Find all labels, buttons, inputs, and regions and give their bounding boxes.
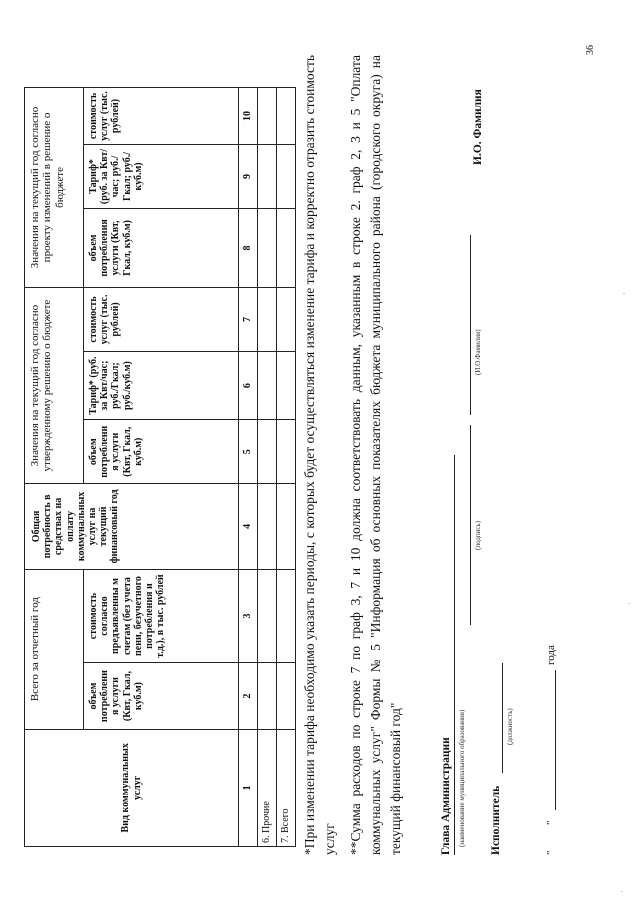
caption-name: (И.О.Фамилия) bbox=[474, 329, 482, 375]
scan-speck: · bbox=[625, 602, 634, 605]
year-word: года bbox=[545, 645, 557, 665]
head-name: И.О. Фамилия bbox=[472, 89, 484, 165]
table-cell bbox=[258, 287, 277, 351]
header-tariff-approved: Тариф* (руб. за Квт/час; руб./Гкал; руб./куб.м) bbox=[84, 351, 239, 419]
executor-label: Исполнитель bbox=[490, 785, 502, 855]
col-number: 3 bbox=[239, 569, 258, 663]
footnotes bbox=[300, 55, 411, 855]
head-signature-row bbox=[440, 35, 484, 855]
row-label-total: 7. Всего bbox=[277, 729, 296, 846]
scan-speck: · bbox=[618, 890, 627, 893]
signature-line bbox=[470, 425, 471, 625]
table-cell bbox=[277, 287, 296, 351]
header-draft: Значения на текущий год согласно проекту изменений в решение о бюджете bbox=[25, 88, 84, 288]
head-label: Глава Администрации bbox=[440, 737, 452, 855]
header-tariff-draft: Тариф* (руб. за Квт/час; руб./Гкал; руб./куб.м) bbox=[84, 144, 239, 208]
col-number: 9 bbox=[239, 144, 258, 208]
header-total-reporting: Всего за отчетный год bbox=[25, 569, 84, 729]
head-underline bbox=[454, 455, 455, 855]
col-number: 1 bbox=[239, 729, 258, 846]
table-cell bbox=[258, 351, 277, 419]
header-approved: Значения на текущий год согласно утвержденному решению о бюджете bbox=[25, 287, 84, 483]
table-cell bbox=[258, 569, 277, 663]
executor-row bbox=[474, 35, 530, 855]
table-cell bbox=[258, 663, 277, 729]
table-cell bbox=[258, 88, 277, 145]
table-cell bbox=[277, 484, 296, 569]
footnote-sum: **Сумма расходов по строке 7 по граф 3, 7 и 10 должна соответствовать данным, указанным в строке 2. граф 2, 3 и 5 "Оплата коммунальных услуг" Формы № 5 "Информация об основных показателях бюджета муниципального района (городского округа) на текущий финансовый год" bbox=[347, 55, 403, 855]
position-line bbox=[502, 663, 503, 773]
table-cell bbox=[258, 144, 277, 208]
table-cell bbox=[258, 208, 277, 287]
caption-position: (должность) bbox=[506, 708, 514, 745]
date-quote-open: " bbox=[545, 850, 557, 855]
data-table bbox=[24, 87, 296, 847]
col-number: 4 bbox=[239, 484, 258, 569]
table-cell bbox=[277, 420, 296, 484]
table-cell bbox=[277, 663, 296, 729]
table-cell bbox=[277, 144, 296, 208]
col-number: 5 bbox=[239, 420, 258, 484]
header-total-need: Общая потребность в средствах на оплату коммунальных услуг на текущий финансовый год bbox=[25, 484, 239, 569]
table-cell bbox=[258, 484, 277, 569]
date-line bbox=[555, 670, 556, 810]
caption-signature: (подпись) bbox=[474, 520, 482, 550]
table-cell bbox=[277, 208, 296, 287]
table-cell bbox=[258, 420, 277, 484]
header-volume-approved: объем потреблени я услуги (Квт, Гкал, куб.м) bbox=[84, 420, 239, 484]
page-number: 36 bbox=[585, 45, 596, 55]
head-caption: (наименование муниципального образования) bbox=[458, 709, 466, 847]
table-cell bbox=[277, 351, 296, 419]
row-label-other: 6. Прочие bbox=[258, 729, 277, 846]
date-quote-close: " bbox=[545, 820, 557, 825]
col-number: 2 bbox=[239, 663, 258, 729]
table-cell bbox=[277, 569, 296, 663]
col-number: 7 bbox=[239, 287, 258, 351]
header-cost-approved: стоимость услуг (тыс. рублей) bbox=[84, 287, 239, 351]
header-cost-reporting: стоимость согласно предъявленны м счетам (без учета пени, безучетного потребления и т.д.), в тыс. рублей bbox=[84, 569, 239, 663]
header-volume-draft: объем потребления услуги (Квт, Гкал, куб.м) bbox=[84, 208, 239, 287]
name-line bbox=[470, 235, 471, 415]
col-number: 8 bbox=[239, 208, 258, 287]
col-number: 10 bbox=[239, 88, 258, 145]
table-cell bbox=[277, 88, 296, 145]
header-service-type: Вид коммунальных услуг bbox=[25, 729, 239, 846]
footnote-tariff: *При изменении тарифа необходимо указать периоды, с которых будет осуществляться изменение тарифа и корректно отразить стоимость услуг bbox=[302, 55, 338, 855]
header-volume: объем потреблени я услуги (Квт, Гкал, куб.м) bbox=[84, 663, 239, 729]
header-cost-draft: стоимость услуг (тыс. рублей) bbox=[84, 88, 239, 145]
scan-speck: · bbox=[620, 292, 629, 295]
col-number: 6 bbox=[239, 351, 258, 419]
date-row bbox=[545, 455, 565, 855]
